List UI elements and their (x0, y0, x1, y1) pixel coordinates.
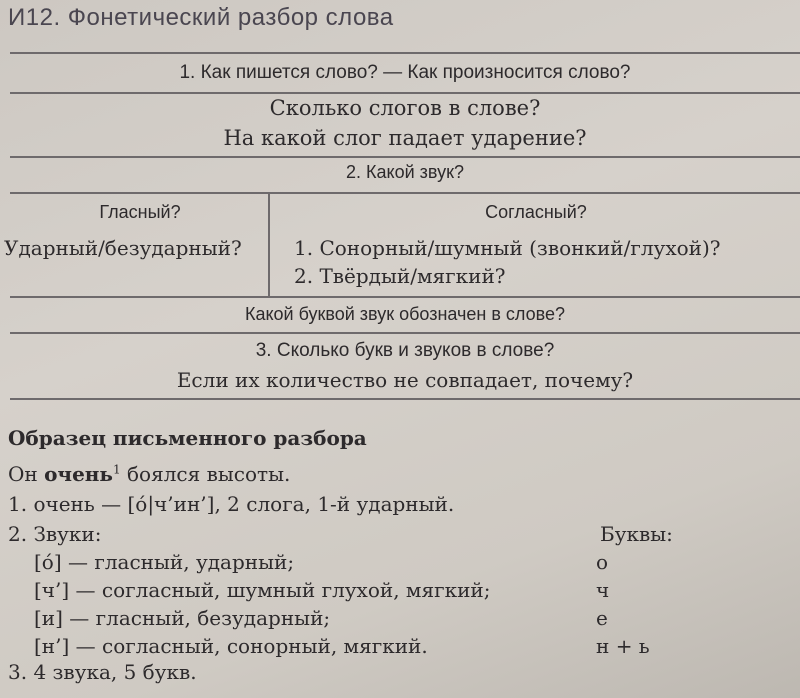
sentence-end: боялся высоты. (120, 462, 291, 486)
letters-label: Буквы: (600, 522, 673, 546)
sound-letter: о (596, 550, 609, 574)
sound-letter: ч (596, 578, 610, 602)
question-sound: 2. Какой звук? (346, 162, 464, 182)
example-line-1: 1. очень — [о́|ч’ин’], 2 слога, 1-й ударный. (8, 492, 455, 516)
sound-line: [ч’] — согласный, шумный глухой, мягкий; (34, 578, 491, 602)
example-line-3: 3. 4 звука, 5 букв. (8, 660, 197, 684)
question-count: 3. Сколько букв и звуков в слове? (255, 340, 555, 361)
question-mismatch: Если их количество не совпадает, почему? (176, 368, 634, 392)
section-title: И12. Фонетический разбор слова (8, 4, 394, 31)
sound-line: [н’] — согласный, сонорный, мягкий. (34, 634, 428, 658)
question-letter: Какой буквой звук обозначен в слове? (244, 304, 566, 324)
table-divider (10, 156, 800, 158)
sentence-start: Он (8, 462, 45, 486)
example-sentence (8, 462, 290, 486)
example-title: Образец письменного разбора (8, 426, 367, 450)
sound-letter: н + ь (596, 634, 650, 658)
table-divider (10, 92, 800, 94)
header-consonant: Согласный? (485, 202, 587, 222)
sound-letter: е (596, 606, 608, 630)
table-border-bottom (10, 398, 800, 400)
sentence-word: очень (44, 462, 114, 486)
question-spelling: 1. Как пишется слово? — Как произносится слово? (179, 62, 631, 83)
sound-line: [о́] — гласный, ударный; (34, 550, 295, 574)
sound-line: [и] — гласный, безударный; (34, 606, 331, 630)
question-stress: На какой слог падает ударение? (223, 126, 587, 150)
footnote-mark: 1 (113, 462, 121, 477)
question-syllables: Сколько слогов в слове? (269, 96, 541, 120)
consonant-question-1: 1. Сонорный/шумный (звонкий/глухой)? (294, 236, 721, 260)
table-divider (10, 332, 800, 334)
sounds-label: 2. Звуки: (8, 522, 102, 546)
vowel-question: Ударный/безударный? (4, 236, 242, 260)
phonetic-analysis-table (4, 52, 800, 400)
table-border-top (10, 52, 800, 54)
consonant-question-2: 2. Твёрдый/мягкий? (294, 264, 506, 288)
table-divider (10, 296, 800, 298)
table-divider (10, 192, 800, 194)
header-vowel: Гласный? (99, 202, 181, 222)
